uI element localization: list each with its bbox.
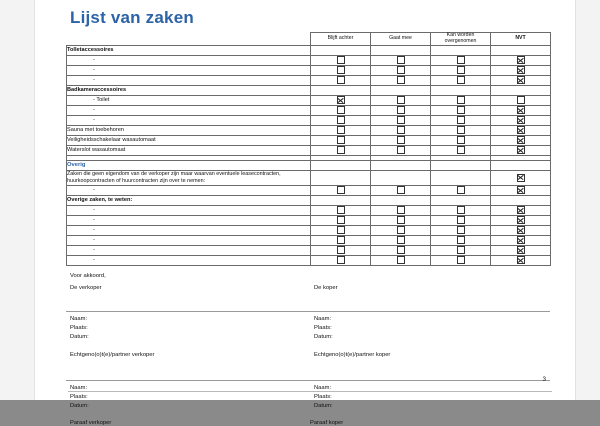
checkbox-cell-nvt[interactable] [491,55,551,65]
overig-note: Zaken die geen eigendom van de verkoper zijn maar waarvan eventuele leasecontracten, huurkoopcontracten of huurcontracten zijn over te nemen: [67,170,311,185]
checkbox[interactable] [397,216,405,224]
checkbox[interactable] [397,76,405,84]
row-label: - [67,225,311,235]
section-heading-cell [371,195,431,205]
checkbox[interactable] [457,256,465,264]
checkbox[interactable] [457,116,465,124]
row-label: Waterslot wasautomaat [67,145,311,155]
section-heading-cell [491,45,551,55]
seller-naam-label: Naam: [70,315,88,322]
checkbox-cell-gaat-mee[interactable] [371,55,431,65]
checkbox[interactable] [337,256,345,264]
row-label: - Toilet [67,95,311,105]
inventory-table [66,32,551,266]
seller-partner-details [66,381,308,411]
checkbox-cell-blijft-achter[interactable] [311,145,371,155]
table-row [67,145,551,155]
checkbox-cell-gaat-mee[interactable] [371,215,431,225]
table-row [67,55,551,65]
checkbox[interactable] [337,76,345,84]
row-label: - [67,215,311,225]
checkbox[interactable] [337,116,345,124]
row-label: - [67,185,311,195]
checkbox[interactable] [397,106,405,114]
checkbox-cell-kan-worden-overgenomen[interactable] [431,205,491,215]
checkbox[interactable] [457,226,465,234]
seller-details [66,312,308,360]
section-heading-cell [431,85,491,95]
checkbox[interactable] [337,216,345,224]
note-cell [431,170,491,185]
checkbox[interactable] [397,256,405,264]
checkbox-cell-gaat-mee[interactable] [371,225,431,235]
page-title: Lijst van zaken [70,8,194,27]
checkbox-cell-kan-worden-overgenomen[interactable] [431,135,491,145]
checkbox-cell-nvt[interactable] [491,245,551,255]
checkbox-cell-blijft-achter[interactable] [311,135,371,145]
checkbox[interactable] [457,56,465,64]
checkbox-checked[interactable] [517,126,525,134]
section-heading-cell [491,85,551,95]
checkbox-cell-blijft-achter[interactable] [311,105,371,115]
checkbox[interactable] [457,186,465,194]
checkbox-cell-kan-worden-overgenomen[interactable] [431,255,491,265]
column-header-kan-worden-overgenomen: Kan worden overgenomen [431,33,491,46]
checkbox-cell-nvt[interactable] [491,225,551,235]
checkbox-cell-kan-worden-overgenomen[interactable] [431,125,491,135]
buyer-datum-label: Datum: [314,333,333,340]
section-heading-badkameraccessoires: Badkameraccessoires [67,85,311,95]
checkbox[interactable] [457,206,465,214]
checkbox-cell-kan-worden-overgenomen[interactable] [431,65,491,75]
row-label: - [67,205,311,215]
checkbox-cell-kan-worden-overgenomen[interactable] [431,95,491,105]
checkbox-cell-blijft-achter[interactable] [311,255,371,265]
checkbox[interactable] [397,126,405,134]
checkbox-cell-kan-worden-overgenomen[interactable] [431,105,491,115]
checkbox-cell-kan-worden-overgenomen[interactable] [431,145,491,155]
section-heading-cell [431,160,491,170]
note-cell[interactable] [491,170,551,185]
spacer [314,342,550,351]
row-label: Veiligheidsschakelaar wasautomaat [67,135,311,145]
checkbox-cell-gaat-mee[interactable] [371,255,431,265]
checkbox[interactable] [457,236,465,244]
checkbox-checked[interactable] [517,56,525,64]
checkbox-checked[interactable] [337,96,345,104]
row-label: - [67,245,311,255]
table-row [67,235,551,245]
signature-space [66,291,550,306]
overig-note-row [67,170,551,185]
checkbox-cell-blijft-achter[interactable] [311,65,371,75]
checkbox-cell-blijft-achter[interactable] [311,245,371,255]
checkbox-cell-nvt[interactable] [491,125,551,135]
party-details-row [66,312,550,360]
checkbox-checked[interactable] [517,66,525,74]
row-label: - [67,105,311,115]
checkbox[interactable] [397,56,405,64]
checkbox-cell-nvt[interactable] [491,205,551,215]
checkbox-cell-blijft-achter[interactable] [311,235,371,245]
note-cell [371,170,431,185]
checkbox-cell-nvt[interactable] [491,105,551,115]
checkbox[interactable] [397,136,405,144]
checkbox-cell-gaat-mee[interactable] [371,235,431,245]
table-row [67,135,551,145]
checkbox[interactable] [337,186,345,194]
table-header-row [67,33,551,46]
seller-partner-label: Echtgeno(o)t(e)/partner verkoper [70,351,155,358]
spacer [66,411,550,420]
checkbox[interactable] [457,146,465,154]
checkbox-cell-kan-worden-overgenomen[interactable] [431,115,491,125]
section-heading-cell [371,45,431,55]
checkbox-cell-kan-worden-overgenomen[interactable] [431,245,491,255]
checkbox[interactable] [397,186,405,194]
checkbox-cell-gaat-mee[interactable] [371,75,431,85]
paraaf-seller-label: Paraaf verkoper [70,419,112,426]
checkbox[interactable] [397,236,405,244]
checkbox[interactable] [397,206,405,214]
table-row [67,95,551,105]
section-heading-row [67,195,551,205]
checkbox-checked[interactable] [517,256,525,264]
page-bottom-divider [68,391,552,392]
checkbox[interactable] [457,246,465,254]
table-row [67,125,551,135]
page-margin-left [0,0,35,400]
buyer-plaats-label: Plaats: [314,324,332,331]
buyer-label: De koper [314,284,338,291]
checkbox-cell-blijft-achter[interactable] [311,125,371,135]
checkbox-checked[interactable] [517,236,525,244]
checkbox[interactable] [397,66,405,74]
checkbox-cell-nvt[interactable] [491,95,551,105]
buyer2-naam-label: Naam: [314,384,332,391]
table-row [67,75,551,85]
checkbox-cell-nvt[interactable] [491,145,551,155]
checkbox[interactable] [337,136,345,144]
checkbox[interactable] [457,136,465,144]
checkbox-cell-kan-worden-overgenomen[interactable] [431,215,491,225]
checkbox-cell-gaat-mee[interactable] [371,105,431,115]
section-heading-cell [431,45,491,55]
checkbox[interactable] [337,246,345,254]
page-content [34,0,576,426]
checkbox[interactable] [337,146,345,154]
seller-label: De verkoper [70,284,102,291]
row-label: - [67,255,311,265]
table-row [67,115,551,125]
table-row [67,215,551,225]
checkbox-cell-gaat-mee[interactable] [371,145,431,155]
checkbox[interactable] [397,226,405,234]
row-label: - [67,235,311,245]
checkbox-checked[interactable] [517,246,525,254]
buyer2-plaats-label: Plaats: [314,393,332,400]
buyer2-datum-label: Datum: [314,402,333,409]
section-heading-cell [491,160,551,170]
partner-details-row [66,381,550,411]
checkbox-cell-nvt[interactable] [491,255,551,265]
checkbox-cell-blijft-achter[interactable] [311,75,371,85]
checkbox[interactable] [457,96,465,104]
checkbox-cell-kan-worden-overgenomen[interactable] [431,75,491,85]
voor-akkoord-label: Voor akkoord, [70,272,106,279]
checkbox-cell-kan-worden-overgenomen[interactable] [431,55,491,65]
section-heading-overige-zaken: Overige zaken, te weten: [67,195,311,205]
checkbox-cell-nvt[interactable] [491,75,551,85]
checkbox-checked[interactable] [517,116,525,124]
checkbox[interactable] [457,66,465,74]
checkbox[interactable] [457,126,465,134]
section-heading-cell [491,195,551,205]
signature-footer [66,266,550,426]
checkbox-cell-blijft-achter[interactable] [311,55,371,65]
checkbox[interactable] [397,96,405,104]
checkbox-cell-blijft-achter[interactable] [311,215,371,225]
checkbox-checked[interactable] [517,206,525,214]
column-header-gaat-mee: Gaat mee [371,33,431,46]
table-row [67,245,551,255]
buyer-details [308,312,550,360]
section-heading-cell [311,195,371,205]
checkbox-checked[interactable] [517,216,525,224]
checkbox-cell-kan-worden-overgenomen[interactable] [431,235,491,245]
paraaf-row [66,420,550,426]
section-heading-cell [371,85,431,95]
checkbox-cell-nvt[interactable] [491,115,551,125]
column-header-nvt: NVT [491,33,551,46]
section-heading-tolletaccessoires: Tolletaccessoires [67,45,311,55]
checkbox-cell-gaat-mee[interactable] [371,95,431,105]
checkbox-cell-nvt[interactable] [491,215,551,225]
checkbox[interactable] [337,66,345,74]
checkbox-checked[interactable] [517,186,525,194]
checkbox-cell-gaat-mee[interactable] [371,245,431,255]
checkbox-checked[interactable] [517,226,525,234]
buyer-naam-label: Naam: [314,315,332,322]
section-heading-row [67,85,551,95]
checkbox-cell-blijft-achter[interactable] [311,225,371,235]
party-labels-row [66,285,550,291]
section-heading-cell [311,160,371,170]
section-heading-overig: Overig [67,160,311,170]
checkbox-cell-gaat-mee[interactable] [371,205,431,215]
checkbox-cell-gaat-mee[interactable] [371,185,431,195]
checkbox-cell-blijft-achter[interactable] [311,185,371,195]
checkbox-cell-gaat-mee[interactable] [371,125,431,135]
column-header-blijft-achter: Blijft achter [311,33,371,46]
checkbox[interactable] [337,126,345,134]
section-heading-row [67,45,551,55]
checkbox[interactable] [337,236,345,244]
checkbox-cell-gaat-mee[interactable] [371,115,431,125]
checkbox-cell-blijft-achter[interactable] [311,115,371,125]
seller2-plaats-label: Plaats: [70,393,88,400]
overig-heading-row [67,160,551,170]
page-number: 3 [542,377,546,383]
checkbox-cell-nvt[interactable] [491,185,551,195]
seller-datum-label: Datum: [70,333,89,340]
row-label: - [67,75,311,85]
checkbox-cell-nvt[interactable] [491,235,551,245]
table-row [67,65,551,75]
checkbox[interactable] [337,206,345,214]
section-heading-cell [311,45,371,55]
section-heading-cell [431,195,491,205]
header-spacer [67,33,311,46]
table-row [67,185,551,195]
table-row [67,105,551,115]
checkbox-checked[interactable] [517,106,525,114]
paraaf-buyer-label: Paraaf koper [310,419,344,426]
checkbox[interactable] [397,246,405,254]
seller-plaats-label: Plaats: [70,324,88,331]
checkbox[interactable] [397,146,405,154]
section-heading-cell [371,160,431,170]
row-label: - [67,55,311,65]
buyer-partner-details [308,381,550,411]
checkbox-cell-blijft-achter[interactable] [311,205,371,215]
table-row [67,205,551,215]
table-row [67,225,551,235]
checkbox[interactable] [397,116,405,124]
buyer-partner-label: Echtgeno(o)t(e)/partner koper [314,351,391,358]
spacer [70,342,308,351]
checkbox[interactable] [337,56,345,64]
checkbox-cell-kan-worden-overgenomen[interactable] [431,185,491,195]
section-heading-cell [311,85,371,95]
checkbox-checked[interactable] [517,136,525,144]
seller2-datum-label: Datum: [70,402,89,409]
checkbox[interactable] [517,96,525,104]
checkbox[interactable] [337,106,345,114]
checkbox-checked[interactable] [517,174,525,182]
partner-signature-space [66,360,550,375]
checkbox-cell-kan-worden-overgenomen[interactable] [431,225,491,235]
row-label: - [67,115,311,125]
seller2-naam-label: Naam: [70,384,88,391]
checkbox[interactable] [457,216,465,224]
checkbox[interactable] [457,76,465,84]
checkbox-cell-gaat-mee[interactable] [371,65,431,75]
checkbox[interactable] [337,226,345,234]
checkbox-cell-blijft-achter[interactable] [311,95,371,105]
page-margin-right [575,0,600,400]
row-label: - [67,65,311,75]
note-cell [311,170,371,185]
row-label: Sauna met toebehoren [67,125,311,135]
checkbox-checked[interactable] [517,146,525,154]
checkbox-cell-gaat-mee[interactable] [371,135,431,145]
checkbox-cell-nvt[interactable] [491,65,551,75]
checkbox-checked[interactable] [517,76,525,84]
checkbox[interactable] [457,106,465,114]
table-row [67,255,551,265]
checkbox-cell-nvt[interactable] [491,135,551,145]
